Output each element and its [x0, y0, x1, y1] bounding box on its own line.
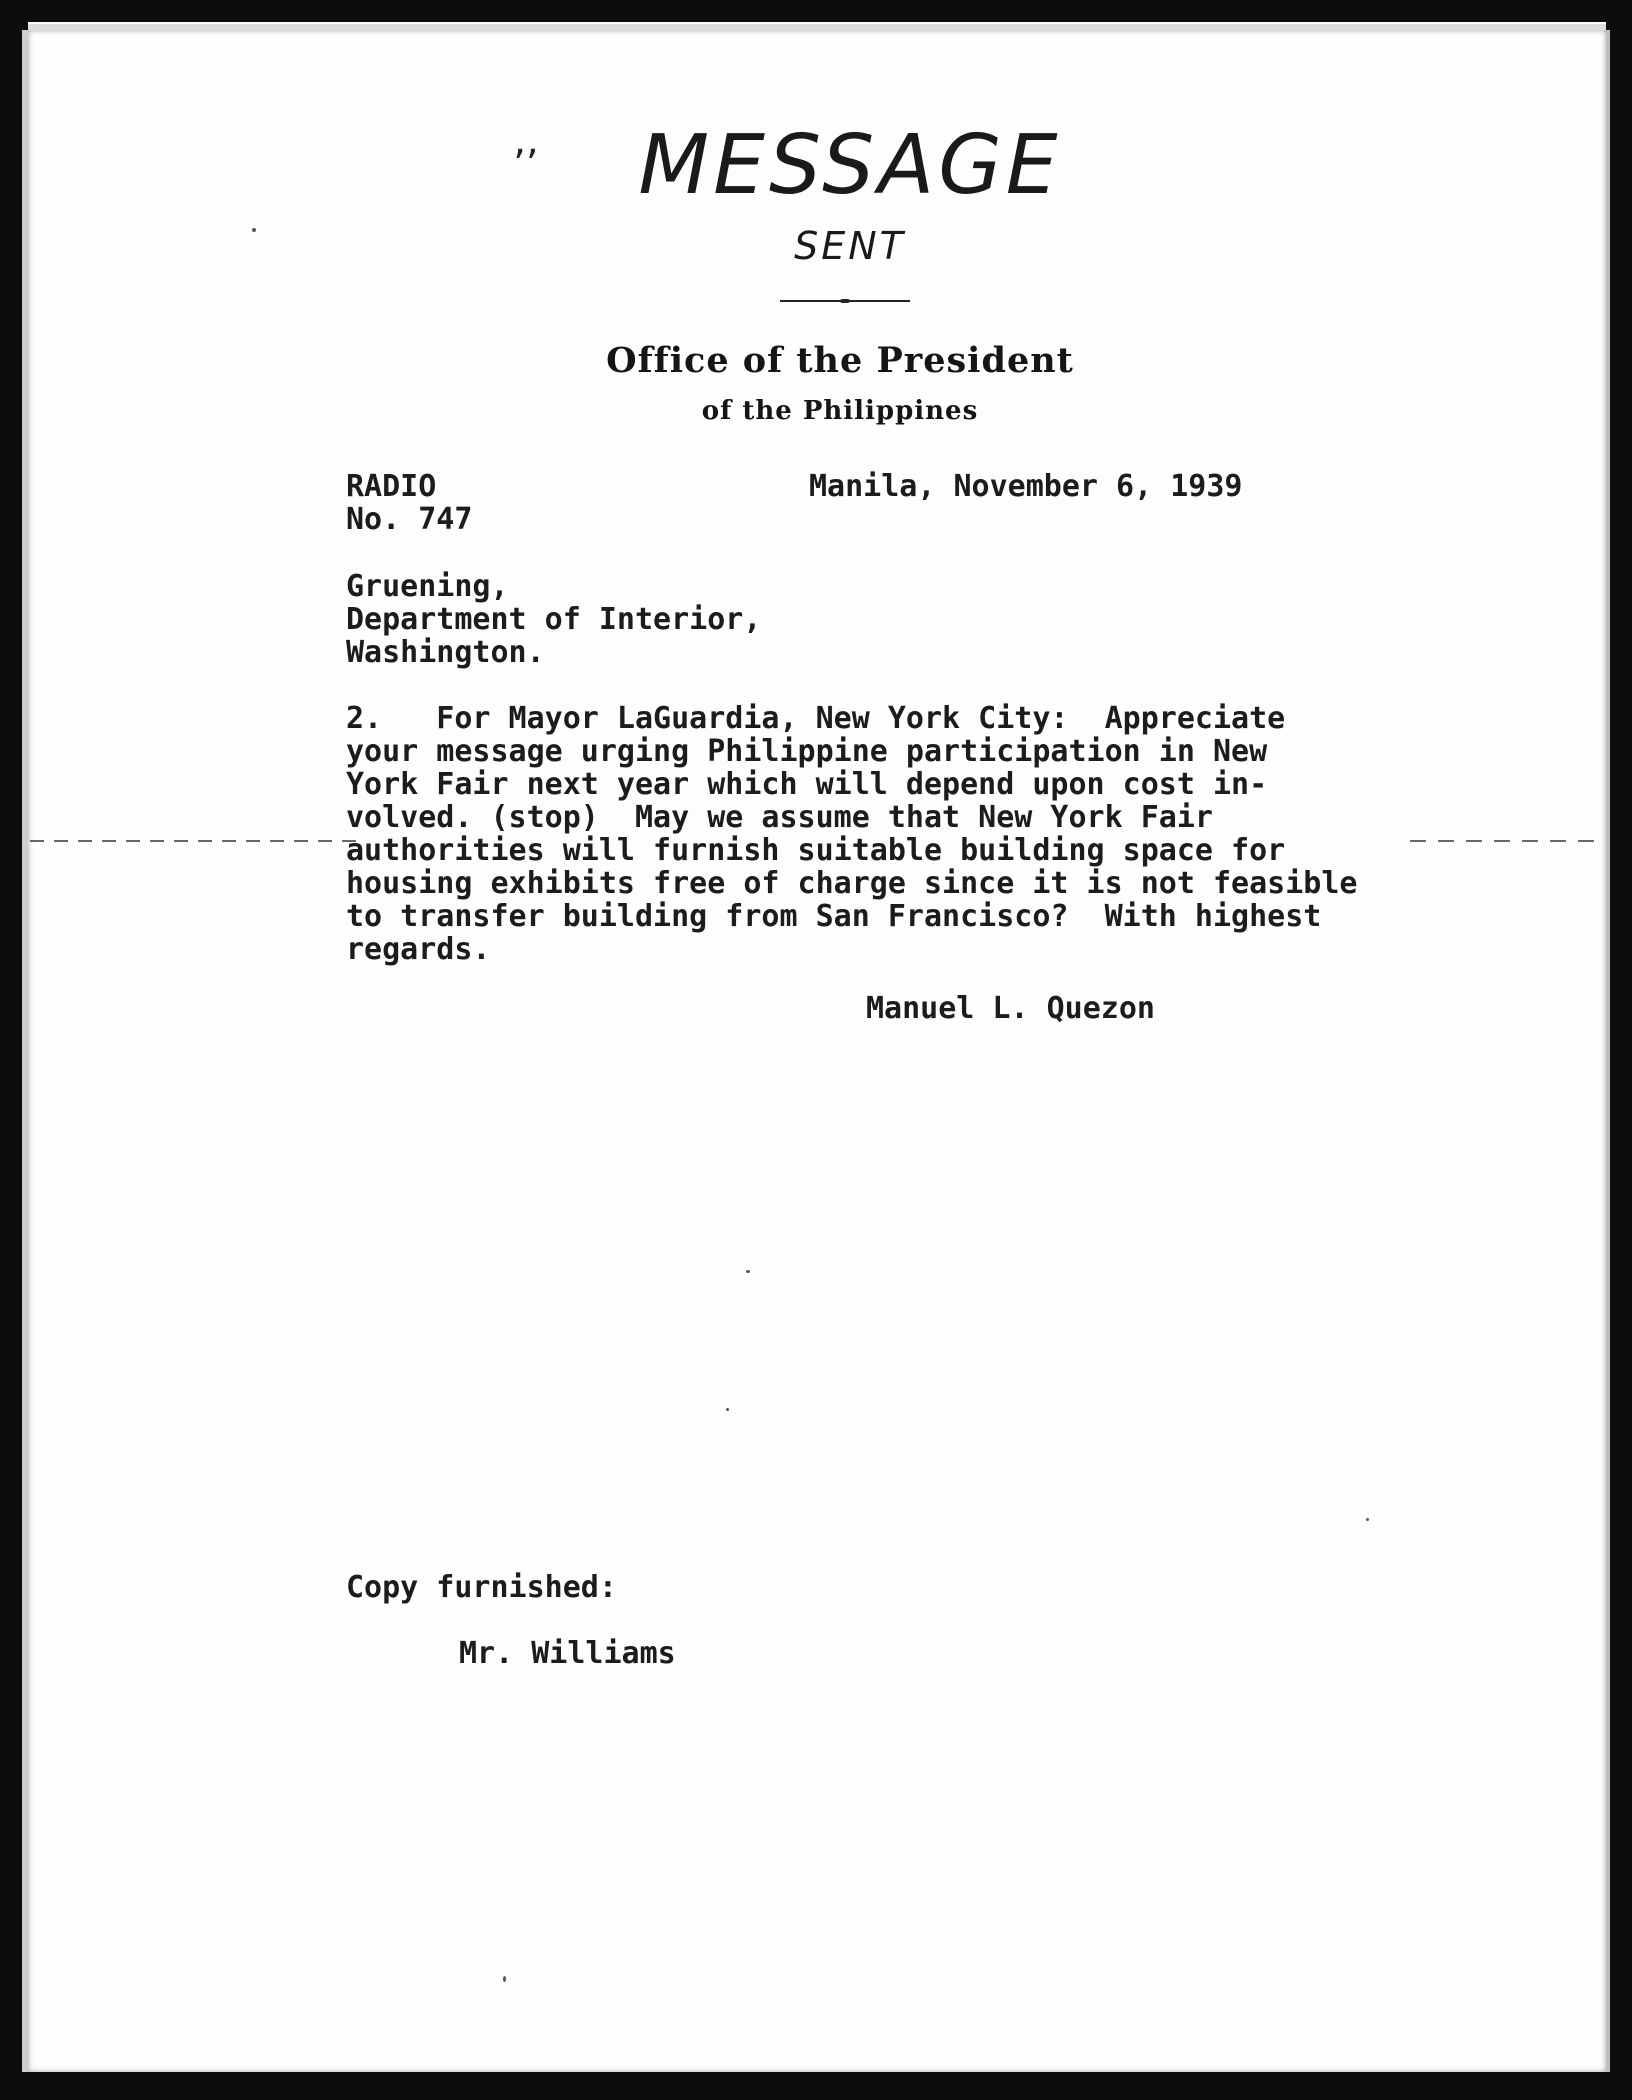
scan-speck [746, 1270, 750, 1273]
body-line: to transfer building from San Francisco? With highest [346, 899, 1322, 934]
addressee-city: Washington. [346, 635, 545, 670]
document-page [28, 30, 1606, 2072]
body-line: volved. (stop) May we assume that New York Fair [346, 800, 1213, 835]
signature: Manuel L. Quezon [866, 991, 1155, 1026]
letterhead-subtitle: SENT [794, 224, 906, 268]
message-number: No. 747 [346, 502, 473, 537]
body-line: your message urging Philippine participation in New [346, 734, 1268, 769]
body-line: housing exhibits free of charge since it is not feasible [346, 866, 1358, 901]
body-line: authorities will furnish suitable building space for [346, 833, 1286, 868]
office-country: of the Philippines [701, 396, 979, 426]
scan-speck [503, 1976, 506, 1982]
addressee-name: Gruening, [346, 569, 509, 604]
scan-speck [252, 228, 256, 232]
place-date: Manila, November 6, 1939 [809, 469, 1243, 504]
ink-mark: ’’ [513, 142, 539, 188]
copy-recipient: Mr. Williams [459, 1636, 676, 1671]
office-name: Office of the President [606, 340, 1074, 381]
ornament-divider [780, 299, 910, 303]
body-line: 2. For Mayor LaGuardia, New York City: Appreciate [346, 701, 1286, 736]
message-type: RADIO [346, 469, 437, 504]
scan-speck [1366, 1518, 1369, 1521]
copy-label: Copy furnished: [346, 1570, 617, 1605]
letterhead-title: MESSAGE [638, 118, 1062, 213]
body-line: regards. [346, 932, 491, 967]
fold-crease [30, 838, 1600, 844]
scan-speck [726, 1408, 729, 1411]
addressee-department: Department of Interior, [346, 602, 762, 637]
body-line: York Fair next year which will depend upon cost in- [346, 767, 1268, 802]
